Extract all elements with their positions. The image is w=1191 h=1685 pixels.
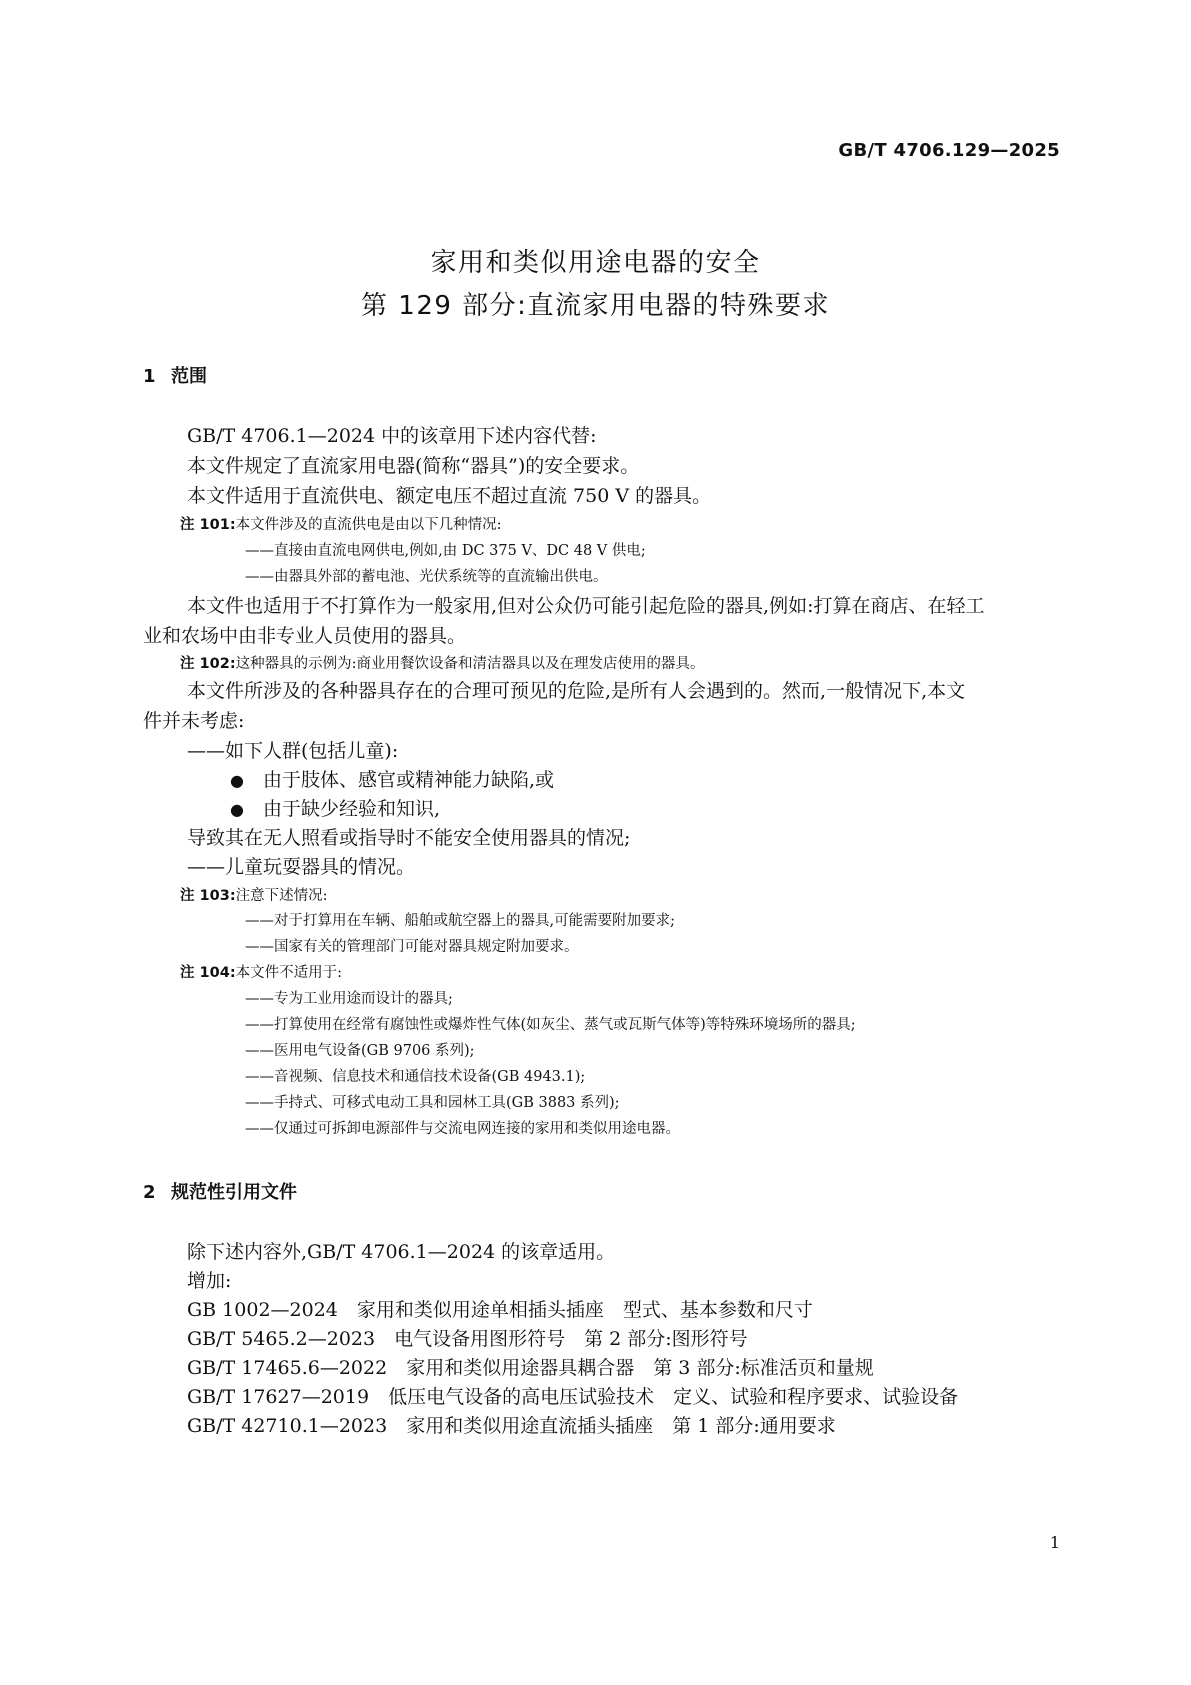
- note-item: ——对于打算用在车辆、船舶或航空器上的器具,可能需要附加要求;: [245, 913, 675, 929]
- note-103: [180, 884, 328, 905]
- paragraph: 导致其在无人照看或指导时不能安全使用器具的情况;: [187, 827, 631, 849]
- paragraph: 本文件适用于直流供电、额定电压不超过直流 750 V 的器具。: [187, 485, 712, 507]
- paragraph: 增加:: [187, 1270, 232, 1292]
- reference-title: 家用和类似用途器具耦合器 第 3 部分:标准活页和量规: [406, 1357, 874, 1379]
- reference-code: GB/T 17465.6—2022: [187, 1357, 388, 1379]
- note-text: 这种器具的示例为:商业用餐饮设备和清洁器具以及在理发店使用的器具。: [235, 656, 705, 672]
- note-text: 本文件不适用于:: [235, 965, 343, 981]
- note-text: 本文件涉及的直流供电是由以下几种情况:: [235, 517, 502, 533]
- note-item: ——手持式、可移式电动工具和园林工具(GB 3883 系列);: [245, 1095, 620, 1111]
- paragraph: 本文件规定了直流家用电器(简称“器具”)的安全要求。: [187, 455, 640, 477]
- paragraph: GB/T 4706.1—2024 中的该章用下述内容代替:: [187, 425, 597, 447]
- note-text: 注意下述情况:: [235, 888, 328, 904]
- section-number: 1: [143, 366, 156, 387]
- bullet-item: [230, 794, 440, 821]
- section-title: 规范性引用文件: [171, 1182, 297, 1203]
- paragraph-continuation: 件并未考虑:: [143, 710, 245, 732]
- note-label: 注 104:: [180, 965, 236, 981]
- reference-code: GB 1002—2024: [187, 1299, 338, 1321]
- note-item: ——音视频、信息技术和通信技术设备(GB 4943.1);: [245, 1069, 586, 1085]
- reference-item: [187, 1411, 836, 1438]
- note-104: [180, 961, 342, 982]
- dash-item: ——如下人群(包括儿童):: [187, 740, 399, 762]
- bullet-icon: ●: [230, 800, 244, 819]
- bullet-text: 由于缺少经验和知识,: [263, 798, 441, 820]
- standard-id: GB/T 4706.129—2025: [838, 140, 1060, 161]
- section-1-heading: [143, 362, 207, 388]
- note-102: [180, 652, 705, 673]
- reference-title: 家用和类似用途单相插头插座 型式、基本参数和尺寸: [356, 1299, 813, 1321]
- reference-title: 电气设备用图形符号 第 2 部分:图形符号: [394, 1328, 748, 1350]
- note-item: ——专为工业用途而设计的器具;: [245, 991, 453, 1007]
- reference-item: [187, 1382, 958, 1409]
- reference-code: GB/T 42710.1—2023: [187, 1415, 388, 1437]
- paragraph-continuation: 业和农场中由非专业人员使用的器具。: [143, 625, 467, 647]
- paragraph: 除下述内容外,GB/T 4706.1—2024 的该章适用。: [187, 1241, 616, 1263]
- note-label: 注 102:: [180, 656, 236, 672]
- reference-code: GB/T 17627—2019: [187, 1386, 370, 1408]
- note-item: ——由器具外部的蓄电池、光伏系统等的直流输出供电。: [245, 569, 608, 585]
- section-2-heading: [143, 1178, 297, 1204]
- note-item: ——打算使用在经常有腐蚀性或爆炸性气体(如灰尘、蒸气或瓦斯气体等)等特殊环境场所的器具;: [245, 1017, 856, 1033]
- note-101: [180, 513, 502, 534]
- note-item: ——医用电气设备(GB 9706 系列);: [245, 1043, 475, 1059]
- section-number: 2: [143, 1182, 156, 1203]
- bullet-icon: ●: [230, 771, 244, 790]
- page-number: 1: [1049, 1533, 1060, 1552]
- document-title-line2: 第 129 部分:直流家用电器的特殊要求: [361, 291, 830, 321]
- note-item: ——仅通过可拆卸电源部件与交流电网连接的家用和类似用途电器。: [245, 1121, 680, 1137]
- reference-item: [187, 1353, 874, 1380]
- note-item: ——国家有关的管理部门可能对器具规定附加要求。: [245, 939, 579, 955]
- reference-title: 家用和类似用途直流插头插座 第 1 部分:通用要求: [406, 1415, 836, 1437]
- reference-title: 低压电气设备的高电压试验技术 定义、试验和程序要求、试验设备: [388, 1386, 959, 1408]
- section-title: 范围: [171, 366, 207, 387]
- reference-code: GB/T 5465.2—2023: [187, 1328, 376, 1350]
- dash-item: ——儿童玩耍器具的情况。: [187, 856, 416, 878]
- document-title-line1: 家用和类似用途电器的安全: [430, 248, 761, 278]
- paragraph: 本文件所涉及的各种器具存在的合理可预见的危险,是所有人会遇到的。然而,一般情况下,本文: [187, 680, 966, 702]
- paragraph: 本文件也适用于不打算作为一般家用,但对公众仍可能引起危险的器具,例如:打算在商店、在轻工: [187, 595, 985, 617]
- reference-item: [187, 1295, 813, 1322]
- bullet-text: 由于肢体、感官或精神能力缺陷,或: [263, 769, 555, 791]
- note-label: 注 101:: [180, 517, 236, 533]
- note-item: ——直接由直流电网供电,例如,由 DC 375 V、DC 48 V 供电;: [245, 543, 646, 559]
- reference-item: [187, 1324, 748, 1351]
- note-label: 注 103:: [180, 888, 236, 904]
- bullet-item: [230, 765, 554, 792]
